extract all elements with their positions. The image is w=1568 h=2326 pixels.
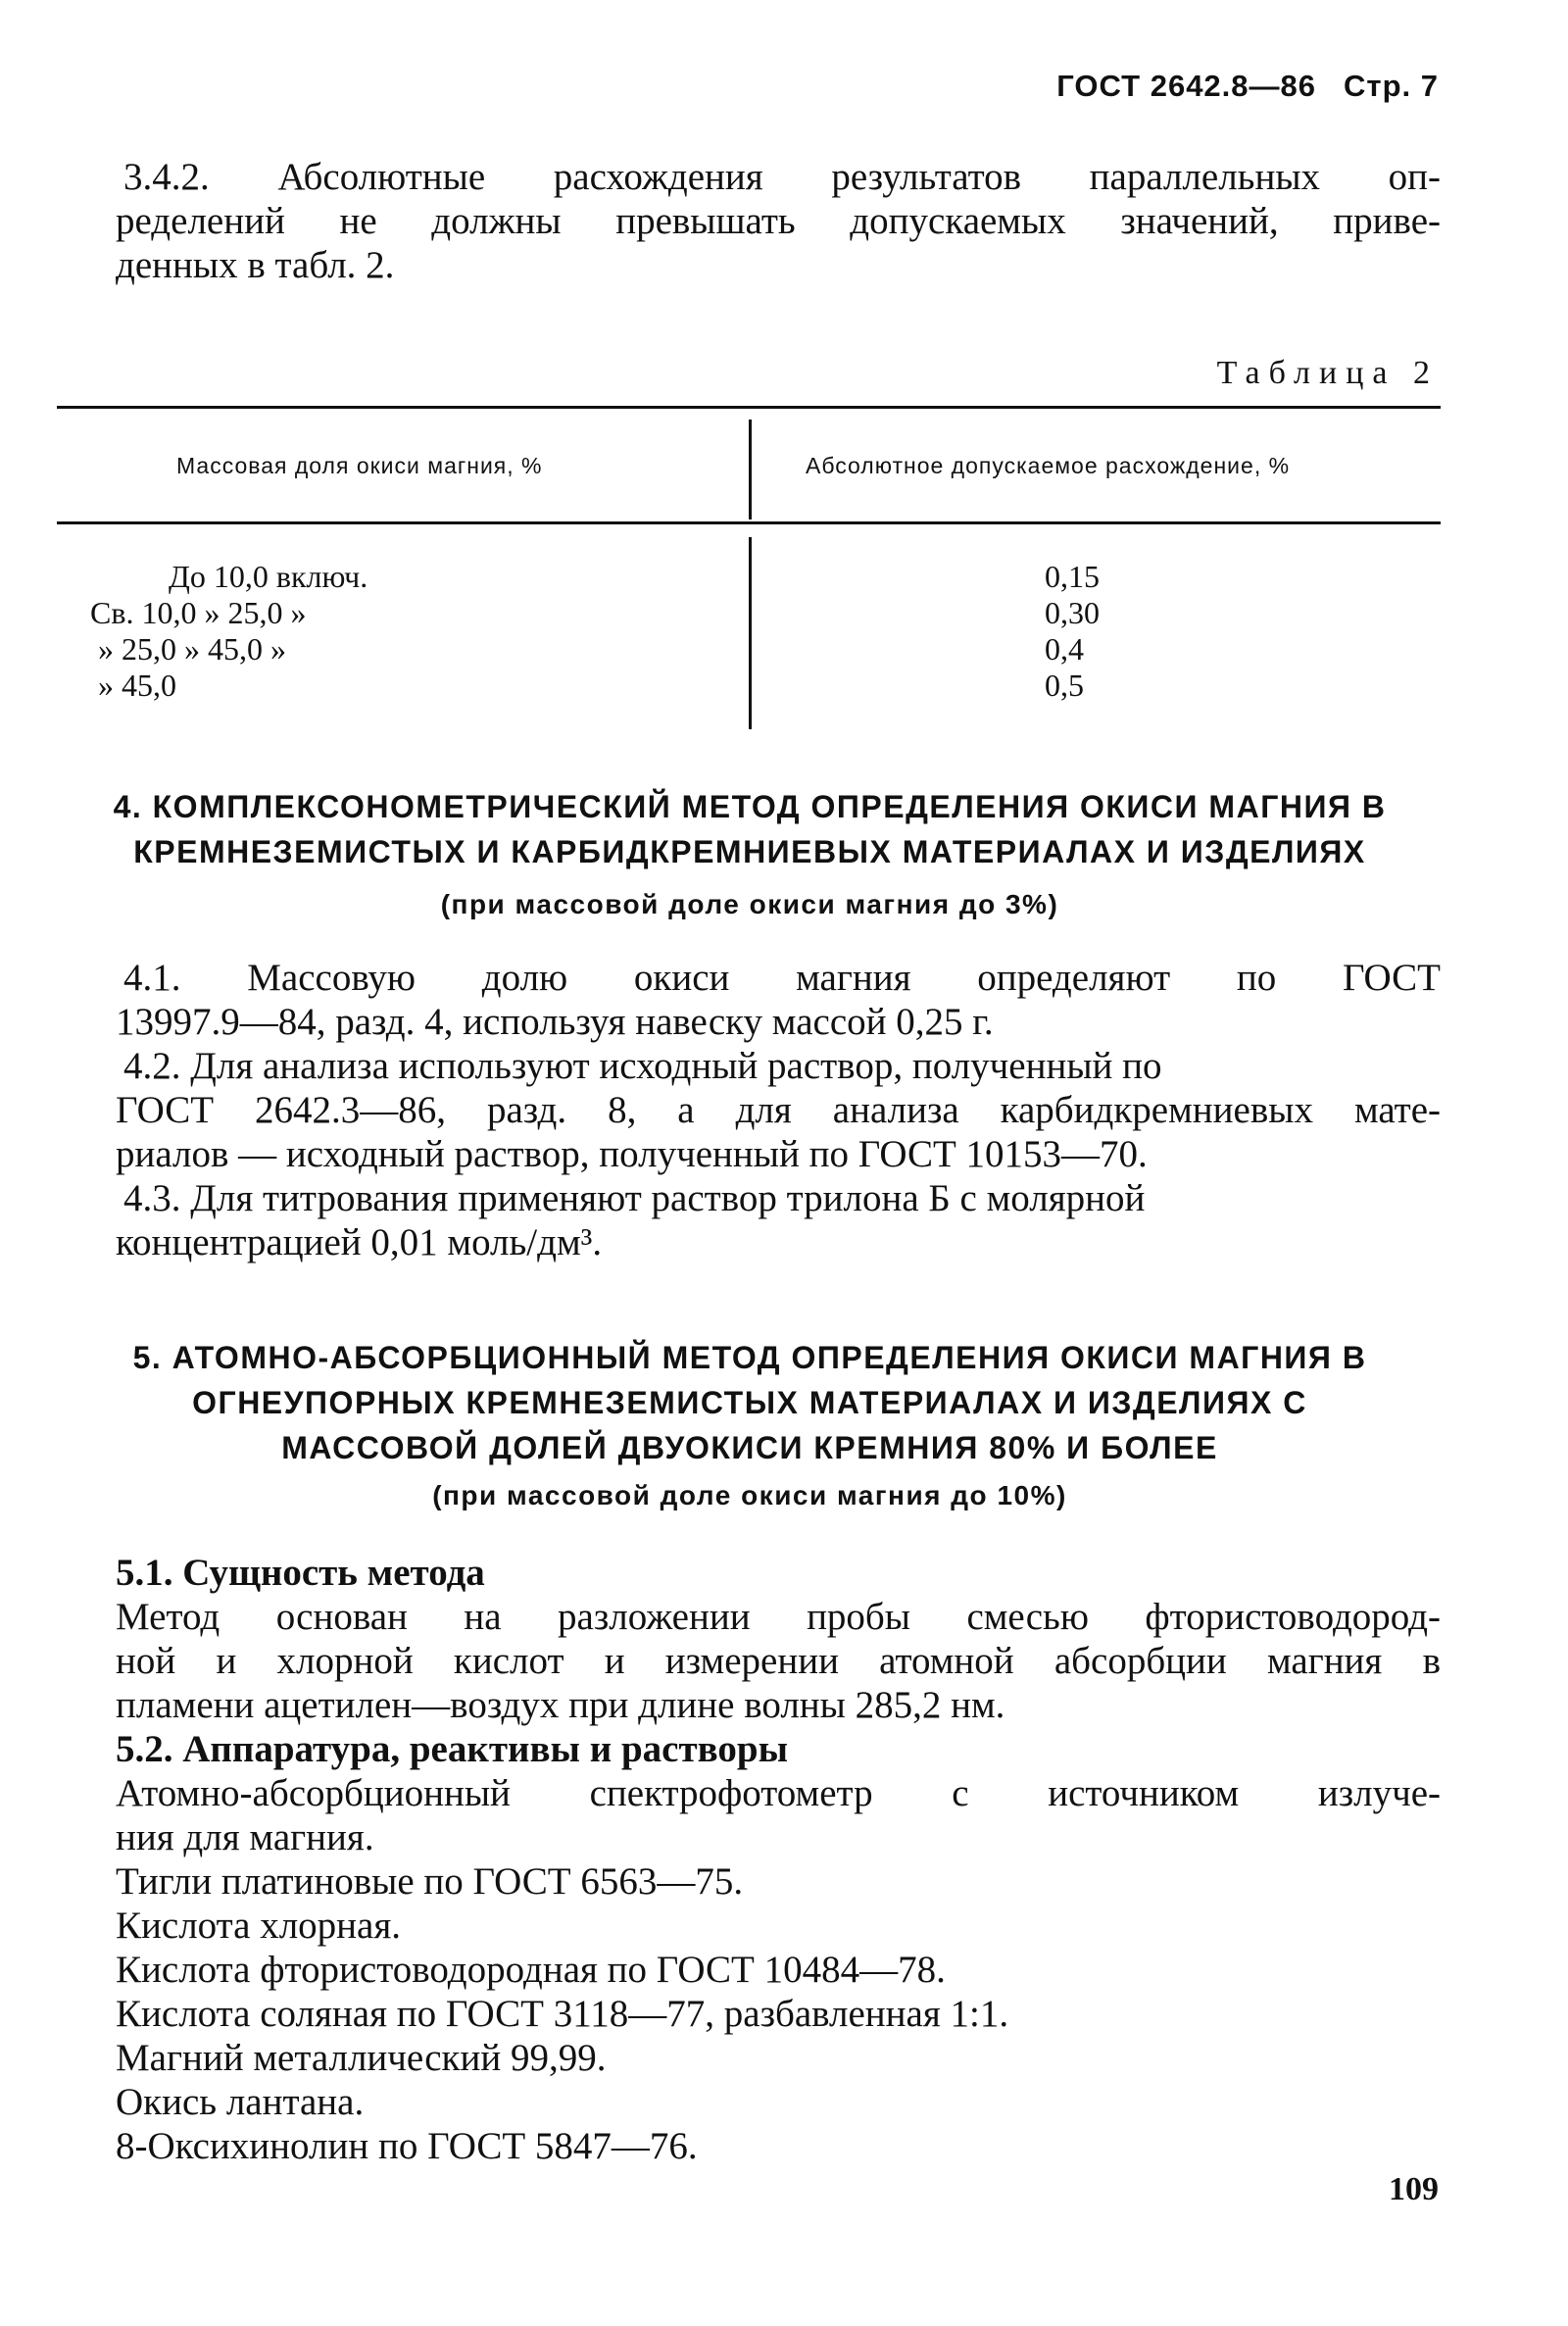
text-line: пламени ацетилен—воздух при длине волны 285,2 нм. [116,1684,1005,1726]
list-item: Кислота фтористоводородная по ГОСТ 10484—78. [116,1949,946,1991]
heading-line: 4. КОМПЛЕКСОНОМЕТРИЧЕСКИЙ МЕТОД ОПРЕДЕЛЕНИЯ ОКИСИ МАГНИЯ В [113,789,1387,824]
heading-line: КРЕМНЕЗЕМИСТЫХ И КАРБИДКРЕМНИЕВЫХ МАТЕРИАЛАХ И ИЗДЕЛИЯХ [133,834,1366,869]
section-5-heading [59,1335,1441,1470]
subsection-title: 5.1. Сущность метода [116,1552,485,1594]
standard-number: ГОСТ 2642.8—86 [1056,69,1317,103]
list-item: Тигли платиновые по ГОСТ 6563—75. [116,1860,744,1903]
text-line: Метод основан на разложении пробы смесью фтористоводород- [116,1596,1441,1638]
heading-line: 5. АТОМНО-АБСОРБЦИОННЫЙ МЕТОД ОПРЕДЕЛЕНИЯ ОКИСИ МАГНИЯ В [132,1340,1367,1375]
list-item: Кислота соляная по ГОСТ 3118—77, разбавленная 1:1. [116,1993,1009,2035]
table-cell-range: » 45,0 [90,668,176,703]
table-cell-value: 0,5 [1045,668,1084,703]
table-cell-value: 0,4 [1045,631,1084,667]
table-header-divider [749,420,752,520]
table-cell-range: До 10,0 включ. [90,559,368,594]
page-number: 109 [1389,2171,1439,2207]
heading-line: МАССОВОЙ ДОЛЕЙ ДВУОКИСИ КРЕМНИЯ 80% И БОЛЕЕ [281,1430,1218,1465]
table-top-rule [57,406,1441,409]
table-cell-range: » 25,0 » 45,0 » [90,631,286,667]
table-caption: Таблица 2 [1216,355,1439,391]
text-line: риалов — исходный раствор, полученный по ГОСТ 10153—70. [116,1133,1148,1175]
table-col-values [1045,559,1100,704]
text-line: Атомно-абсорбционный спектрофотометр с источником излуче- [116,1772,1441,1814]
section-5-body [116,1551,1441,2168]
table-header-rule [57,521,1441,524]
page-label: Стр. 7 [1344,69,1439,103]
text-line: концентрацией 0,01 моль/дм³. [116,1221,603,1263]
list-item: 8-Оксихинолин по ГОСТ 5847—76. [116,2125,698,2167]
table-col-ranges [90,559,368,704]
list-item: Окись лантана. [116,2081,365,2123]
list-item: Магний металлический 99,99. [116,2037,607,2079]
section-4-body [116,956,1441,1264]
text-line: денных в табл. 2. [116,244,395,286]
text-line: 3.4.2. Абсолютные расхождения результатов параллельных оп- [123,156,1441,198]
table-body-divider [749,537,752,729]
text-line: 4.3. Для титрования применяют раствор трилона Б с молярной [123,1177,1146,1219]
table-header-col2: Абсолютное допускаемое расхождение, % [806,453,1291,478]
table-header-col1: Массовая доля окиси магния, % [176,453,543,478]
heading-line: ОГНЕУПОРНЫХ КРЕМНЕЗЕМИСТЫХ МАТЕРИАЛАХ И ИЗДЕЛИЯХ С [192,1385,1307,1420]
page-header [1056,69,1439,104]
table-cell-value: 0,30 [1045,595,1100,630]
text-line: 13997.9—84, разд. 4, используя навеску массой 0,25 г. [116,1001,994,1043]
paragraph-3-4-2 [116,155,1441,287]
text-line: 4.2. Для анализа используют исходный раствор, полученный по [123,1045,1162,1087]
text-line: 4.1. Массовую долю окиси магния определяют по ГОСТ [123,957,1441,999]
subsection-title: 5.2. Аппаратура, реактивы и растворы [116,1728,789,1770]
text-line: ния для магния. [116,1816,374,1858]
table-cell-range: Св. 10,0 » 25,0 » [90,595,307,630]
text-line: ГОСТ 2642.3—86, разд. 8, а для анализа карбидкремниевых мате- [116,1089,1441,1131]
text-line: ной и хлорной кислот и измерении атомной абсорбции магния в [116,1640,1441,1682]
section-4-heading [59,784,1441,874]
section-4-subheading: (при массовой доле окиси магния до 3%) [440,889,1059,919]
text-line: ределений не должны превышать допускаемых значений, приве- [116,200,1441,242]
section-5-subheading: (при массовой доле окиси магния до 10%) [432,1480,1067,1510]
list-item: Кислота хлорная. [116,1905,402,1947]
table-cell-value: 0,15 [1045,559,1100,594]
